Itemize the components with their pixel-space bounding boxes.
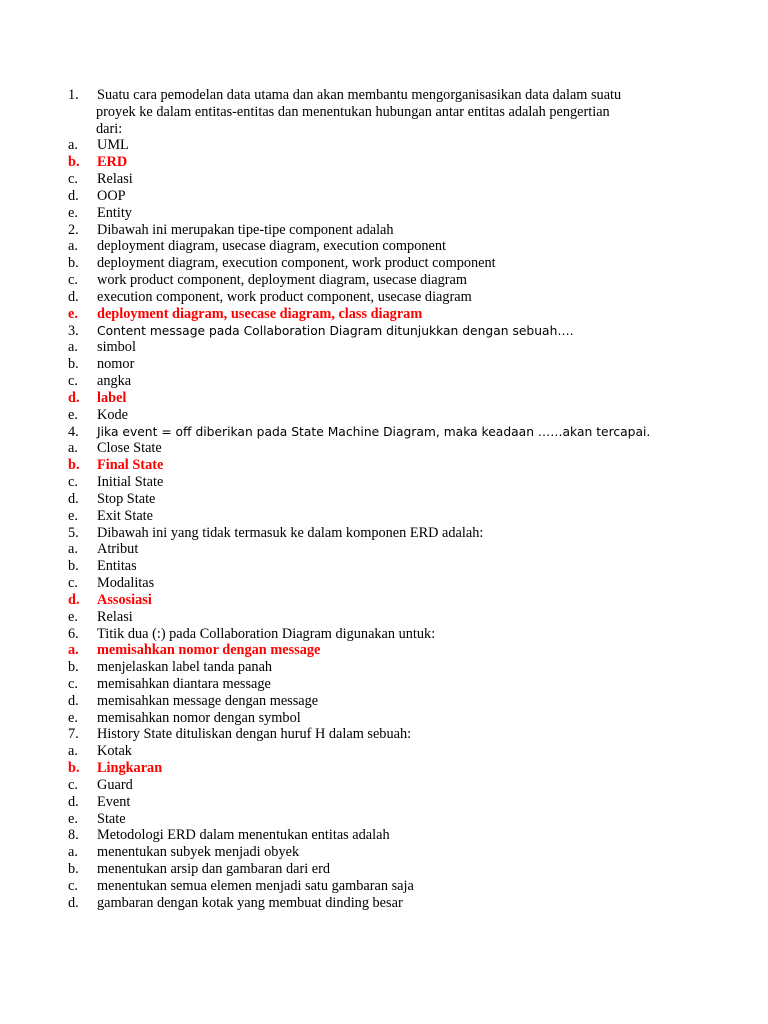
line-text: gambaran dengan kotak yang membuat dinding besar [97, 894, 403, 911]
question-line [0, 827, 768, 844]
line-text: Relasi [97, 171, 133, 188]
list-marker: c. [68, 776, 78, 793]
line-text: State [97, 810, 126, 827]
option-line [0, 861, 768, 878]
line-text: angka [97, 373, 132, 390]
line-text: proyek ke dalam entitas-entitas dan menentukan hubungan antar entitas adalah pengertian [96, 103, 610, 120]
option-line [0, 137, 768, 154]
line-text: Kode [97, 406, 128, 423]
quiz-document [0, 87, 768, 912]
option-line [0, 171, 768, 188]
line-text: Lingkaran [97, 760, 163, 777]
question-line [0, 222, 768, 239]
option-line [0, 541, 768, 558]
line-text: dari: [96, 120, 123, 137]
list-marker: a. [68, 238, 78, 255]
line-text: Kotak [97, 743, 132, 760]
option-line [0, 339, 768, 356]
line-text: deployment diagram, usecase diagram, execution component [97, 238, 446, 255]
line-text: memisahkan nomor dengan message [97, 642, 321, 659]
list-marker: b. [68, 760, 80, 777]
list-marker: b. [68, 154, 80, 171]
list-marker: e. [68, 406, 78, 423]
list-marker: e. [68, 709, 78, 726]
line-text: Entitas [97, 558, 137, 575]
list-marker: 4. [68, 423, 79, 440]
list-marker: d. [68, 894, 79, 911]
answer-option-line [0, 457, 768, 474]
question-line [0, 424, 768, 441]
option-line [0, 440, 768, 457]
line-text: Close State [97, 440, 162, 457]
option-line [0, 289, 768, 306]
answer-option-line [0, 306, 768, 323]
question-continuation-line [0, 121, 768, 138]
line-text: Atribut [97, 541, 139, 558]
line-text: Assosiasi [97, 591, 152, 608]
list-marker: c. [68, 575, 78, 592]
list-marker: b. [68, 659, 79, 676]
list-marker: d. [68, 490, 79, 507]
option-line [0, 508, 768, 525]
option-line [0, 811, 768, 828]
list-marker: 1. [68, 87, 79, 103]
line-text: deployment diagram, execution component, work product component [97, 255, 496, 272]
line-text: simbol [97, 339, 136, 356]
list-marker: a. [68, 743, 78, 760]
option-line [0, 575, 768, 592]
question-line [0, 626, 768, 643]
list-marker: a. [68, 844, 78, 861]
line-text: Content message pada Collaboration Diagram ditunjukkan dengan sebuah…. [97, 323, 574, 338]
list-marker: b. [68, 861, 79, 878]
list-marker: d. [68, 692, 79, 709]
answer-option-line [0, 390, 768, 407]
line-text: Titik dua (:) pada Collaboration Diagram digunakan untuk: [97, 625, 436, 642]
option-line [0, 558, 768, 575]
list-marker: 7. [68, 726, 79, 743]
option-line [0, 609, 768, 626]
line-text: Relasi [97, 608, 133, 625]
list-marker: c. [68, 474, 78, 491]
list-marker: e. [68, 204, 78, 221]
list-marker: b. [68, 255, 79, 272]
line-text: Dibawah ini yang tidak termasuk ke dalam komponen ERD adalah: [97, 524, 484, 541]
list-marker: a. [68, 440, 78, 457]
line-text: Jika event = off diberikan pada State Machine Diagram, maka keadaan ……akan tercapai. [97, 424, 651, 439]
line-text: memisahkan diantara message [97, 675, 271, 692]
list-marker: 3. [68, 322, 79, 339]
list-marker: c. [68, 171, 78, 188]
option-line [0, 272, 768, 289]
option-line [0, 743, 768, 760]
list-marker: 8. [68, 827, 79, 844]
option-line [0, 895, 768, 912]
list-marker: d. [68, 389, 80, 406]
line-text: Guard [97, 776, 133, 793]
line-text: memisahkan nomor dengan symbol [97, 709, 301, 726]
line-text: memisahkan message dengan message [97, 692, 319, 709]
answer-option-line [0, 154, 768, 171]
option-line [0, 373, 768, 390]
line-text: menjelaskan label tanda panah [97, 659, 273, 676]
option-line [0, 777, 768, 794]
question-continuation-line [0, 104, 768, 121]
answer-option-line [0, 760, 768, 777]
list-marker: c. [68, 373, 78, 390]
list-marker: a. [68, 642, 79, 659]
line-text: Suatu cara pemodelan data utama dan akan membantu mengorganisasikan data dalam suatu [97, 87, 622, 103]
line-text: Event [97, 793, 131, 810]
line-text: ERD [97, 154, 128, 171]
option-line [0, 710, 768, 727]
answer-option-line [0, 642, 768, 659]
line-text: Exit State [97, 507, 153, 524]
line-text: work product component, deployment diagram, usecase diagram [97, 272, 468, 289]
option-line [0, 659, 768, 676]
line-text: menentukan subyek menjadi obyek [97, 844, 300, 861]
option-line [0, 188, 768, 205]
list-marker: e. [68, 305, 78, 322]
line-text: Modalitas [97, 575, 155, 592]
list-marker: 2. [68, 221, 79, 238]
line-text: execution component, work product component, usecase diagram [97, 288, 472, 305]
question-line [0, 323, 768, 340]
line-text: Final State [97, 457, 164, 474]
line-text: Metodologi ERD dalam menentukan entitas adalah [97, 827, 390, 844]
question-line [0, 87, 768, 104]
list-marker: e. [68, 608, 78, 625]
line-text: Stop State [97, 490, 156, 507]
list-marker: a. [68, 137, 78, 154]
question-line [0, 525, 768, 542]
line-text: label [97, 389, 127, 406]
list-marker: c. [68, 272, 78, 289]
list-marker: d. [68, 591, 80, 608]
list-marker: 6. [68, 625, 79, 642]
list-marker: c. [68, 877, 78, 894]
line-text: Entity [97, 204, 132, 221]
line-text: History State dituliskan dengan huruf H dalam sebuah: [97, 726, 412, 743]
line-text: deployment diagram, usecase diagram, class diagram [97, 305, 423, 322]
line-text: menentukan semua elemen menjadi satu gambaran saja [97, 877, 414, 894]
option-line [0, 356, 768, 373]
line-text: OOP [97, 187, 126, 204]
option-line [0, 794, 768, 811]
option-line [0, 205, 768, 222]
list-marker: a. [68, 339, 78, 356]
list-marker: d. [68, 187, 79, 204]
option-line [0, 491, 768, 508]
option-line [0, 878, 768, 895]
option-line [0, 676, 768, 693]
list-marker: b. [68, 558, 79, 575]
list-marker: c. [68, 675, 78, 692]
line-text: Initial State [97, 474, 164, 491]
option-line [0, 407, 768, 424]
list-marker: b. [68, 457, 80, 474]
list-marker: e. [68, 507, 78, 524]
answer-option-line [0, 592, 768, 609]
list-marker: b. [68, 356, 79, 373]
list-marker: d. [68, 288, 79, 305]
line-text: menentukan arsip dan gambaran dari erd [97, 861, 331, 878]
option-line [0, 255, 768, 272]
list-marker: a. [68, 541, 78, 558]
list-marker: 5. [68, 524, 79, 541]
line-text: UML [97, 137, 129, 154]
option-line [0, 693, 768, 710]
list-marker: e. [68, 810, 78, 827]
option-line [0, 474, 768, 491]
list-marker: d. [68, 793, 79, 810]
line-text: Dibawah ini merupakan tipe-tipe component adalah [97, 221, 394, 238]
option-line [0, 238, 768, 255]
question-line [0, 726, 768, 743]
option-line [0, 844, 768, 861]
line-text: nomor [97, 356, 135, 373]
